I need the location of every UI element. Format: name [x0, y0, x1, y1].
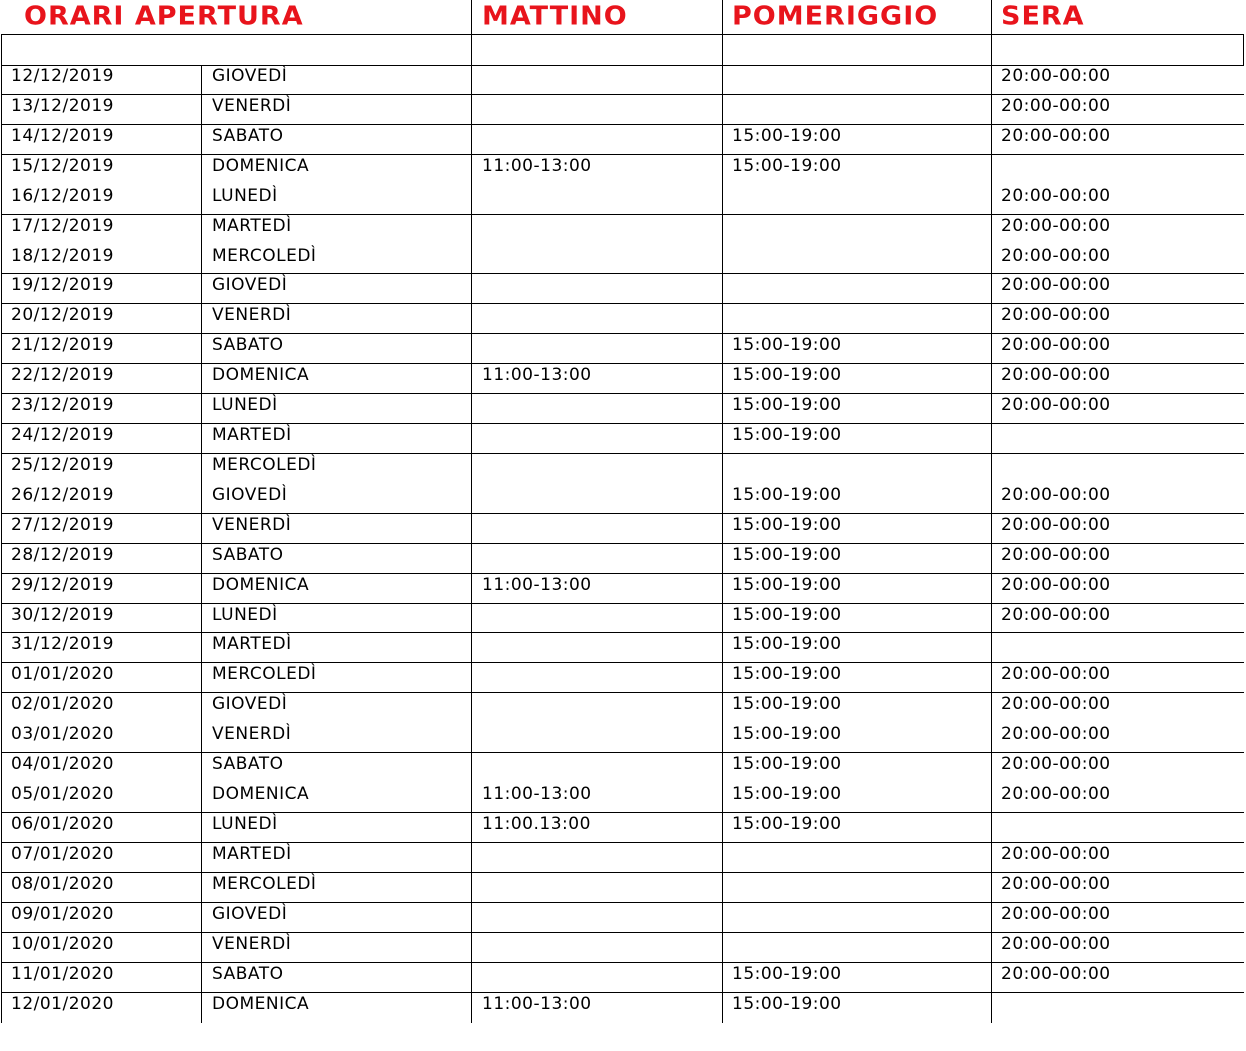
day-cell: VENERDÌ	[212, 95, 292, 116]
pomeriggio-cell: 15:00-19:00	[732, 574, 842, 595]
pomeriggio-cell: 15:00-19:00	[732, 365, 842, 386]
grid-hline-row	[1, 94, 1244, 95]
table-row	[0, 693, 1246, 723]
pomeriggio-cell: 15:00-19:00	[732, 155, 842, 176]
grid-hline-row	[1, 632, 1244, 633]
header-sera: SERA	[1001, 1, 1085, 32]
table-row	[0, 514, 1246, 544]
sera-cell: 20:00-00:00	[1001, 784, 1111, 805]
date-cell: 23/12/2019	[11, 395, 114, 416]
day-cell: GIOVEDÌ	[212, 66, 288, 86]
sera-cell: 20:00-00:00	[1001, 215, 1111, 236]
sera-cell: 20:00-00:00	[1001, 963, 1111, 984]
date-cell: 15/12/2019	[11, 155, 114, 176]
day-cell: DOMENICA	[212, 365, 310, 386]
grid-hline-row	[1, 962, 1244, 963]
sera-cell: 20:00-00:00	[1001, 544, 1111, 565]
date-cell: 29/12/2019	[11, 574, 114, 595]
table-row	[0, 454, 1246, 484]
sera-cell: 20:00-00:00	[1001, 604, 1111, 625]
day-cell: LUNEDÌ	[212, 395, 278, 416]
table-row	[0, 544, 1246, 574]
day-cell: MARTEDÌ	[212, 215, 292, 236]
table-row	[0, 364, 1246, 394]
day-cell: MERCOLEDÌ	[212, 245, 317, 266]
grid-hline-row	[1, 124, 1244, 125]
grid-hline-row	[1, 154, 1244, 155]
sera-cell: 20:00-00:00	[1001, 95, 1111, 116]
grid-hline-row	[1, 573, 1244, 574]
table-row	[0, 813, 1246, 843]
sera-cell: 20:00-00:00	[1001, 484, 1111, 505]
table-row	[0, 95, 1246, 125]
sera-cell: 20:00-00:00	[1001, 873, 1111, 894]
date-cell: 17/12/2019	[11, 215, 114, 236]
date-cell: 27/12/2019	[11, 514, 114, 535]
day-cell: MARTEDÌ	[212, 843, 292, 864]
grid-hline-blank	[1, 65, 1244, 66]
sera-cell: 20:00-00:00	[1001, 694, 1111, 715]
pomeriggio-cell: 15:00-19:00	[732, 604, 842, 625]
day-cell: DOMENICA	[212, 993, 310, 1014]
day-cell: VENERDÌ	[212, 724, 292, 745]
sera-cell: 20:00-00:00	[1001, 724, 1111, 745]
grid-hline-row	[1, 842, 1244, 843]
table-row	[0, 484, 1246, 514]
grid-hline-row	[1, 423, 1244, 424]
table-row	[0, 215, 1246, 245]
date-cell: 25/12/2019	[11, 454, 114, 475]
sera-cell: 20:00-00:00	[1001, 903, 1111, 924]
table-row	[0, 304, 1246, 334]
grid-hline-row	[1, 902, 1244, 903]
table-row	[0, 753, 1246, 783]
table-row	[0, 424, 1246, 454]
mattino-cell: 11:00-13:00	[482, 993, 592, 1014]
grid-vline-day	[201, 65, 202, 1023]
date-cell: 13/12/2019	[11, 95, 114, 116]
day-cell: GIOVEDÌ	[212, 903, 288, 924]
table-row	[0, 843, 1246, 873]
day-cell: GIOVEDÌ	[212, 694, 288, 715]
table-row	[0, 663, 1246, 693]
grid-hline-row	[1, 662, 1244, 663]
table-row	[0, 574, 1246, 604]
header-mattino: MATTINO	[482, 1, 628, 32]
pomeriggio-cell: 15:00-19:00	[732, 634, 842, 655]
day-cell: MERCOLEDÌ	[212, 664, 317, 685]
pomeriggio-cell: 15:00-19:00	[732, 784, 842, 805]
pomeriggio-cell: 15:00-19:00	[732, 814, 842, 834]
date-cell: 14/12/2019	[11, 125, 114, 146]
day-cell: LUNEDÌ	[212, 814, 278, 834]
day-cell: LUNEDÌ	[212, 604, 278, 625]
grid-hline-row	[1, 214, 1244, 215]
date-cell: 12/01/2020	[11, 993, 114, 1014]
pomeriggio-cell: 15:00-19:00	[732, 694, 842, 715]
grid-hline-row	[1, 872, 1244, 873]
day-cell: DOMENICA	[212, 574, 310, 595]
sera-cell: 20:00-00:00	[1001, 275, 1111, 296]
date-cell: 19/12/2019	[11, 275, 114, 296]
day-cell: SABATO	[212, 963, 284, 984]
pomeriggio-cell: 15:00-19:00	[732, 425, 842, 446]
table-row	[0, 993, 1246, 1023]
date-cell: 01/01/2020	[11, 664, 114, 685]
pomeriggio-cell: 15:00-19:00	[732, 484, 842, 505]
grid-hline-row	[1, 453, 1244, 454]
pomeriggio-cell: 15:00-19:00	[732, 125, 842, 146]
sera-cell: 20:00-00:00	[1001, 365, 1111, 386]
day-cell: SABATO	[212, 544, 284, 565]
grid-hline-row	[1, 513, 1244, 514]
table-row	[0, 903, 1246, 933]
sera-cell: 20:00-00:00	[1001, 514, 1111, 535]
mattino-cell: 11:00-13:00	[482, 784, 592, 805]
mattino-cell: 11:00-13:00	[482, 574, 592, 595]
table-row	[0, 873, 1246, 903]
sera-cell: 20:00-00:00	[1001, 933, 1111, 954]
day-cell: VENERDÌ	[212, 514, 292, 535]
grid-hline-row	[1, 752, 1244, 753]
date-cell: 04/01/2020	[11, 754, 114, 775]
day-cell: VENERDÌ	[212, 305, 292, 326]
table-row	[0, 394, 1246, 424]
date-cell: 20/12/2019	[11, 305, 114, 326]
grid-hline-row	[1, 393, 1244, 394]
date-cell: 08/01/2020	[11, 873, 114, 894]
grid-hline-row	[1, 692, 1244, 693]
grid-hline-row	[1, 363, 1244, 364]
day-cell: SABATO	[212, 754, 284, 775]
sera-cell: 20:00-00:00	[1001, 335, 1111, 356]
date-cell: 30/12/2019	[11, 604, 114, 625]
sera-cell: 20:00-00:00	[1001, 185, 1111, 206]
grid-hline-row	[1, 932, 1244, 933]
sera-cell: 20:00-00:00	[1001, 574, 1111, 595]
date-cell: 31/12/2019	[11, 634, 114, 655]
table-row	[0, 963, 1246, 993]
pomeriggio-cell: 15:00-19:00	[732, 754, 842, 775]
pomeriggio-cell: 15:00-19:00	[732, 395, 842, 416]
day-cell: GIOVEDÌ	[212, 275, 288, 296]
table-row	[0, 933, 1246, 963]
grid-hline-header	[1, 34, 1244, 35]
date-cell: 05/01/2020	[11, 784, 114, 805]
date-cell: 10/01/2020	[11, 933, 114, 954]
mattino-cell: 11:00-13:00	[482, 155, 592, 176]
date-cell: 03/01/2020	[11, 724, 114, 745]
sera-cell: 20:00-00:00	[1001, 245, 1111, 266]
day-cell: DOMENICA	[212, 155, 310, 176]
day-cell: MERCOLEDÌ	[212, 873, 317, 894]
day-cell: VENERDÌ	[212, 933, 292, 954]
table-row	[0, 274, 1246, 304]
grid-hline-row	[1, 812, 1244, 813]
date-cell: 02/01/2020	[11, 694, 114, 715]
pomeriggio-cell: 15:00-19:00	[732, 724, 842, 745]
date-cell: 16/12/2019	[11, 185, 114, 206]
grid-hline-row	[1, 333, 1244, 334]
grid-hline-row	[1, 273, 1244, 274]
sera-cell: 20:00-00:00	[1001, 843, 1111, 864]
day-cell: GIOVEDÌ	[212, 484, 288, 505]
grid-hline-row	[1, 543, 1244, 544]
date-cell: 21/12/2019	[11, 335, 114, 356]
header-title: ORARI APERTURA	[24, 1, 304, 32]
table-row	[0, 723, 1246, 753]
date-cell: 18/12/2019	[11, 245, 114, 266]
day-cell: DOMENICA	[212, 784, 310, 805]
table-row	[0, 245, 1246, 275]
grid-vline-left	[1, 34, 2, 1023]
day-cell: MARTEDÌ	[212, 634, 292, 655]
grid-vline-right	[1243, 34, 1244, 65]
date-cell: 22/12/2019	[11, 365, 114, 386]
date-cell: 28/12/2019	[11, 544, 114, 565]
date-cell: 06/01/2020	[11, 814, 114, 834]
date-cell: 12/12/2019	[11, 66, 114, 86]
sera-cell: 20:00-00:00	[1001, 305, 1111, 326]
table-row	[0, 65, 1246, 95]
pomeriggio-cell: 15:00-19:00	[732, 963, 842, 984]
date-cell: 09/01/2020	[11, 903, 114, 924]
grid-hline-row	[1, 603, 1244, 604]
grid-hline-row	[1, 992, 1244, 993]
sera-cell: 20:00-00:00	[1001, 664, 1111, 685]
table-row	[0, 155, 1246, 185]
date-cell: 26/12/2019	[11, 484, 114, 505]
table-row	[0, 783, 1246, 813]
day-cell: LUNEDÌ	[212, 185, 278, 206]
date-cell: 11/01/2020	[11, 963, 114, 984]
table-row	[0, 334, 1246, 364]
sera-cell: 20:00-00:00	[1001, 66, 1111, 86]
table-row	[0, 125, 1246, 155]
day-cell: SABATO	[212, 125, 284, 146]
mattino-cell: 11:00-13:00	[482, 365, 592, 386]
date-cell: 24/12/2019	[11, 425, 114, 446]
date-cell: 07/01/2020	[11, 843, 114, 864]
pomeriggio-cell: 15:00-19:00	[732, 514, 842, 535]
sera-cell: 20:00-00:00	[1001, 754, 1111, 775]
pomeriggio-cell: 15:00-19:00	[732, 993, 842, 1014]
pomeriggio-cell: 15:00-19:00	[732, 335, 842, 356]
pomeriggio-cell: 15:00-19:00	[732, 544, 842, 565]
table-row	[0, 633, 1246, 663]
sera-cell: 20:00-00:00	[1001, 395, 1111, 416]
sera-cell: 20:00-00:00	[1001, 125, 1111, 146]
mattino-cell: 11:00.13:00	[482, 814, 591, 834]
pomeriggio-cell: 15:00-19:00	[732, 664, 842, 685]
grid-hline-row	[1, 303, 1244, 304]
day-cell: SABATO	[212, 335, 284, 356]
day-cell: MARTEDÌ	[212, 425, 292, 446]
header-pomeriggio: POMERIGGIO	[732, 1, 939, 32]
day-cell: MERCOLEDÌ	[212, 454, 317, 475]
table-row	[0, 604, 1246, 634]
table-row	[0, 185, 1246, 215]
